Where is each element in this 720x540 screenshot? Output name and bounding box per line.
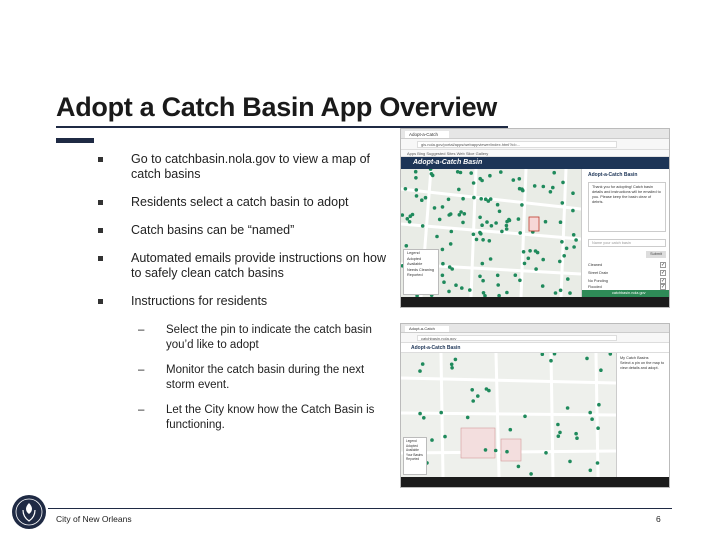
catch-basin-pin[interactable] — [518, 187, 522, 191]
catch-basin-pin[interactable] — [439, 411, 443, 415]
catch-basin-pin[interactable] — [574, 238, 578, 242]
catch-basin-pin[interactable] — [470, 388, 474, 392]
catch-basin-pin[interactable] — [405, 244, 409, 248]
catch-basin-pin[interactable] — [478, 177, 482, 181]
catch-basin-pin[interactable] — [471, 399, 475, 403]
catch-basin-pin[interactable] — [505, 291, 509, 295]
catch-basin-pin[interactable] — [553, 353, 557, 356]
browser-tab-bar — [401, 129, 670, 139]
sub-bullet-text: Monitor the catch basin during the next storm event. — [166, 364, 365, 391]
catch-basin-pin[interactable] — [590, 417, 594, 421]
catch-basin-pin[interactable] — [438, 218, 442, 222]
checkbox[interactable]: ✓ — [661, 270, 666, 276]
catch-basin-pin[interactable] — [468, 288, 472, 292]
catch-basin-pin[interactable] — [496, 274, 500, 278]
status-row[interactable] — [588, 269, 668, 277]
panel-footer: catchbasin.nola.gov — [582, 290, 670, 297]
catch-basin-pin[interactable] — [528, 249, 532, 253]
windows-taskbar — [401, 297, 670, 308]
catch-basin-pin[interactable] — [571, 191, 575, 195]
catch-basin-pin[interactable] — [509, 428, 513, 432]
status-label: Flooded — [588, 285, 602, 289]
url-field: gis.nola.gov/portal/apps/webappviewer/index.html?id=... — [417, 141, 617, 148]
sub-bullet-list — [96, 323, 396, 433]
catch-basin-pin[interactable] — [597, 403, 601, 407]
catch-basin-pin[interactable] — [561, 181, 565, 185]
dash-marker: – — [138, 404, 145, 416]
catch-basin-pin[interactable] — [481, 262, 485, 266]
dash-marker: – — [138, 364, 145, 376]
catch-basin-pin[interactable] — [541, 284, 545, 288]
browser-address-bar — [401, 333, 670, 343]
catch-basin-pin[interactable] — [565, 247, 569, 251]
catch-basin-pin[interactable] — [496, 283, 500, 287]
catch-basin-pin[interactable] — [496, 203, 500, 207]
catch-basin-pin[interactable] — [529, 472, 533, 476]
catch-basin-pin[interactable] — [448, 265, 452, 269]
bullet-text: Automated emails provide instructions on how to safely clean catch basins — [131, 251, 386, 280]
catch-basin-pin[interactable] — [408, 220, 412, 224]
browser-tab-bar — [401, 324, 670, 333]
catch-basin-pin[interactable] — [517, 465, 521, 469]
catch-basin-pin[interactable] — [443, 435, 447, 439]
status-label: No Ponding — [588, 279, 608, 283]
catch-basin-pin[interactable] — [430, 438, 434, 442]
catch-basin-pin[interactable] — [450, 363, 454, 367]
sub-bullet-text: Let the City know how the Catch Basin is functioning. — [166, 404, 375, 431]
bullet-item — [96, 195, 396, 210]
catch-basin-pin[interactable] — [433, 206, 437, 210]
catch-basin-pin[interactable] — [544, 220, 548, 224]
catch-basin-pin[interactable] — [561, 201, 565, 205]
catch-basin-pin[interactable] — [449, 212, 453, 216]
catch-basin-pin[interactable] — [544, 451, 548, 455]
catch-basin-pin[interactable] — [549, 359, 553, 363]
catch-basin-pin[interactable] — [554, 291, 558, 295]
catch-basin-pin[interactable] — [485, 220, 489, 224]
catch-basin-pin[interactable] — [596, 426, 600, 430]
catch-basin-pin[interactable] — [533, 184, 537, 188]
bookmarks-bar: Apps Bing Suggested Sites Web Slice Gallery — [401, 150, 670, 157]
catch-basin-pin[interactable] — [494, 449, 498, 453]
status-row[interactable] — [588, 261, 668, 269]
catch-basin-pin[interactable] — [478, 231, 482, 235]
catch-basin-pin[interactable] — [520, 203, 524, 207]
catch-basin-pin[interactable] — [404, 187, 408, 191]
catch-basin-pin[interactable] — [552, 171, 556, 175]
catch-basin-pin[interactable] — [481, 238, 485, 242]
catch-basin-pin[interactable] — [500, 230, 504, 234]
bullet-text: Instructions for residents — [131, 294, 268, 308]
catch-basin-pin[interactable] — [488, 239, 492, 243]
catch-basin-pin[interactable] — [522, 250, 526, 254]
catch-basin-pin[interactable] — [559, 220, 563, 224]
footer-org: City of New Orleans — [56, 514, 132, 524]
catch-basin-pin[interactable] — [589, 469, 593, 473]
catch-basin-pin[interactable] — [454, 283, 458, 287]
catch-basin-pin[interactable] — [478, 216, 482, 220]
catch-basin-pin[interactable] — [518, 279, 522, 283]
catch-basin-pin[interactable] — [454, 358, 458, 362]
catch-basin-pin[interactable] — [512, 178, 516, 182]
catch-basin-pin[interactable] — [559, 289, 563, 293]
submit-button[interactable]: Submit — [646, 251, 666, 258]
catch-basin-pin[interactable] — [488, 174, 492, 178]
catch-basin-pin[interactable] — [476, 394, 480, 398]
catch-basin-pin[interactable] — [422, 416, 426, 420]
catch-basin-pin[interactable] — [463, 212, 467, 216]
catch-basin-pin[interactable] — [469, 171, 473, 175]
browser-address-bar — [401, 139, 670, 150]
catch-basin-pin[interactable] — [557, 434, 561, 438]
catch-basin-pin[interactable] — [484, 448, 488, 452]
side-panel: My Catch Basins Select a pin on the map to view details and adopt. — [616, 353, 670, 477]
bullet-text: Catch basins can be “named” — [131, 223, 295, 237]
catch-basin-pin[interactable] — [472, 233, 476, 237]
footer-rule — [48, 508, 672, 509]
catch-basin-pin[interactable] — [523, 262, 527, 266]
catch-basin-pin[interactable] — [507, 218, 511, 222]
catch-basin-pin[interactable] — [558, 260, 562, 264]
catch-basin-pin[interactable] — [415, 188, 419, 192]
catch-basin-pin[interactable] — [518, 177, 522, 181]
catch-basin-pin[interactable] — [505, 224, 509, 228]
catch-basin-pin[interactable] — [558, 431, 562, 435]
catch-basin-pin[interactable] — [466, 416, 470, 420]
catch-basin-pin[interactable] — [489, 257, 493, 261]
catch-basin-pin[interactable] — [479, 197, 483, 201]
checkbox[interactable]: ✓ — [661, 262, 666, 268]
catch-basin-pin[interactable] — [441, 274, 445, 278]
catch-basin-pin[interactable] — [472, 196, 476, 200]
app-logo: Adopt-a-Catch Basin — [411, 345, 461, 351]
map-view — [401, 169, 581, 297]
catch-basin-pin[interactable] — [541, 258, 545, 262]
catch-basin-pin[interactable] — [599, 368, 603, 372]
sub-bullet-item — [96, 403, 396, 433]
catch-basin-pin[interactable] — [420, 198, 424, 202]
catch-basin-pin[interactable] — [498, 210, 502, 214]
catch-basin-pin[interactable] — [494, 221, 498, 225]
app-header — [401, 343, 670, 353]
catch-basin-pin[interactable] — [401, 213, 404, 217]
catch-basin-pin[interactable] — [457, 188, 461, 192]
catch-basin-pin[interactable] — [406, 217, 410, 221]
catch-basin-pin[interactable] — [490, 224, 494, 228]
catch-basin-pin[interactable] — [585, 357, 589, 361]
url-field: catchbasin.nola.gov — [417, 335, 617, 341]
catch-basin-pin[interactable] — [588, 411, 592, 415]
browser-tab: Adopt-a-Catch — [405, 326, 449, 332]
catch-basin-pin[interactable] — [560, 240, 564, 244]
catch-basin-pin[interactable] — [517, 217, 521, 221]
catch-basin-pin[interactable] — [441, 205, 445, 209]
status-label: Cleaned — [588, 263, 603, 267]
catch-basin-pin[interactable] — [518, 231, 522, 235]
city-seal-logo — [11, 494, 47, 530]
catch-basin-pin[interactable] — [418, 369, 422, 373]
catch-basin-pin[interactable] — [514, 273, 518, 277]
catch-basin-pin[interactable] — [568, 460, 572, 464]
catch-basin-pin[interactable] — [441, 248, 445, 252]
panel-info: Thank you for adopting! Catch basin details and instructions will be emailed to you. Please keep the basin clear of debris. — [588, 182, 666, 232]
catch-basin-pin[interactable] — [551, 186, 555, 190]
catch-basin-pin[interactable] — [450, 366, 454, 370]
catch-basin-pin[interactable] — [459, 171, 463, 175]
catch-basin-pin[interactable] — [447, 290, 451, 294]
bullet-item — [96, 294, 396, 309]
catch-basin-pin[interactable] — [542, 185, 546, 189]
catch-basin-pin[interactable] — [475, 238, 479, 242]
name-basin-input[interactable]: Name your catch basin — [588, 239, 666, 247]
catch-basin-pin[interactable] — [449, 242, 453, 246]
catch-basin-pin[interactable] — [596, 461, 600, 465]
catch-basin-pin[interactable] — [459, 210, 463, 214]
bullet-item — [96, 223, 396, 238]
bullet-text: Residents select a catch basin to adopt — [131, 195, 349, 209]
app-screenshot-map — [400, 323, 670, 488]
map-legend: Legend Adopted Available Your Basins Reported — [403, 437, 427, 475]
checkbox[interactable]: ✓ — [661, 278, 666, 284]
catch-basin-pin[interactable] — [414, 176, 418, 180]
catch-basin-pin[interactable] — [521, 189, 525, 193]
catch-basin-pin[interactable] — [461, 221, 465, 225]
catch-basin-pin[interactable] — [541, 353, 545, 356]
catch-basin-pin[interactable] — [568, 291, 572, 295]
catch-basin-pin[interactable] — [442, 280, 446, 284]
bullet-marker — [98, 200, 103, 205]
catch-basin-pin[interactable] — [534, 267, 538, 271]
catch-basin-pin[interactable] — [441, 262, 445, 266]
browser-tab: Adopt-a-Catch — [405, 131, 449, 138]
catch-basin-pin[interactable] — [505, 227, 509, 231]
catch-basin-pin[interactable] — [523, 415, 527, 419]
dash-marker: – — [138, 324, 145, 336]
status-label: Street Drain — [588, 271, 609, 275]
catch-basin-pin[interactable] — [472, 181, 476, 185]
adopt-panel — [581, 169, 670, 297]
map-graphic — [401, 353, 616, 477]
catch-basin-pin[interactable] — [566, 277, 570, 281]
catch-basin-pin[interactable] — [562, 254, 566, 258]
catch-basin-pin[interactable] — [461, 197, 465, 201]
catch-basin-pin[interactable] — [609, 353, 613, 356]
catch-basin-pin[interactable] — [414, 170, 418, 174]
app-logo: Adopt-a-Catch Basin — [413, 159, 483, 166]
catch-basin-pin[interactable] — [549, 190, 553, 194]
bullet-marker — [98, 157, 103, 162]
sub-bullet-item — [96, 323, 396, 353]
catch-basin-pin[interactable] — [527, 257, 531, 261]
catch-basin-pin[interactable] — [460, 286, 464, 290]
catch-basin-pin[interactable] — [571, 209, 575, 213]
bullet-marker — [98, 228, 103, 233]
catch-basin-pin[interactable] — [480, 223, 484, 227]
catch-basin-pin[interactable] — [450, 230, 454, 234]
catch-basin-pin[interactable] — [566, 406, 570, 410]
catch-basin-pin[interactable] — [487, 199, 491, 203]
catch-basin-pin[interactable] — [574, 432, 578, 436]
app-screenshot-adopt — [400, 128, 670, 308]
catch-basin-pin[interactable] — [415, 194, 419, 198]
bullet-item — [96, 251, 396, 281]
catch-basin-pin[interactable] — [481, 279, 485, 283]
sub-bullet-item — [96, 363, 396, 393]
catch-basin-pin[interactable] — [572, 245, 576, 249]
checkbox[interactable]: ✓ — [661, 284, 666, 290]
bullet-item — [96, 152, 396, 182]
catch-basin-pin[interactable] — [421, 362, 425, 366]
catch-basin-pin[interactable] — [485, 387, 489, 391]
catch-basin-pin[interactable] — [424, 196, 428, 200]
map-view — [401, 353, 616, 477]
catch-basin-pin[interactable] — [534, 249, 538, 253]
catch-basin-pin[interactable] — [478, 275, 482, 279]
sub-bullet-text: Select the pin to indicate the catch basin you’d like to adopt — [166, 324, 372, 351]
bullet-list — [96, 152, 396, 443]
catch-basin-pin[interactable] — [421, 224, 425, 228]
catch-basin-pin[interactable] — [575, 436, 579, 440]
slide-title: Adopt a Catch Basin App Overview — [56, 92, 497, 122]
catch-basin-pin[interactable] — [505, 450, 509, 454]
bullet-marker — [98, 256, 103, 261]
map-legend: Legend Adopted Available Needs Cleaning Reported — [403, 249, 439, 295]
page-number: 6 — [656, 514, 661, 524]
catch-basin-pin[interactable] — [418, 412, 422, 416]
catch-basin-pin[interactable] — [499, 170, 503, 174]
catch-basin-pin[interactable] — [556, 423, 560, 427]
catch-basin-pin[interactable] — [447, 198, 451, 202]
accent-bar — [56, 138, 94, 143]
catch-basin-pin[interactable] — [572, 233, 576, 237]
panel-title: Adopt-a-Catch Basin — [588, 172, 638, 178]
catch-basin-pin[interactable] — [435, 235, 439, 239]
catch-basin-pin[interactable] — [409, 214, 413, 218]
catch-basin-pin[interactable] — [430, 172, 434, 176]
app-header — [401, 157, 670, 169]
bullet-marker — [98, 299, 103, 304]
windows-taskbar — [401, 477, 670, 488]
bullet-text: Go to catchbasin.nola.gov to view a map of catch basins — [131, 152, 371, 181]
